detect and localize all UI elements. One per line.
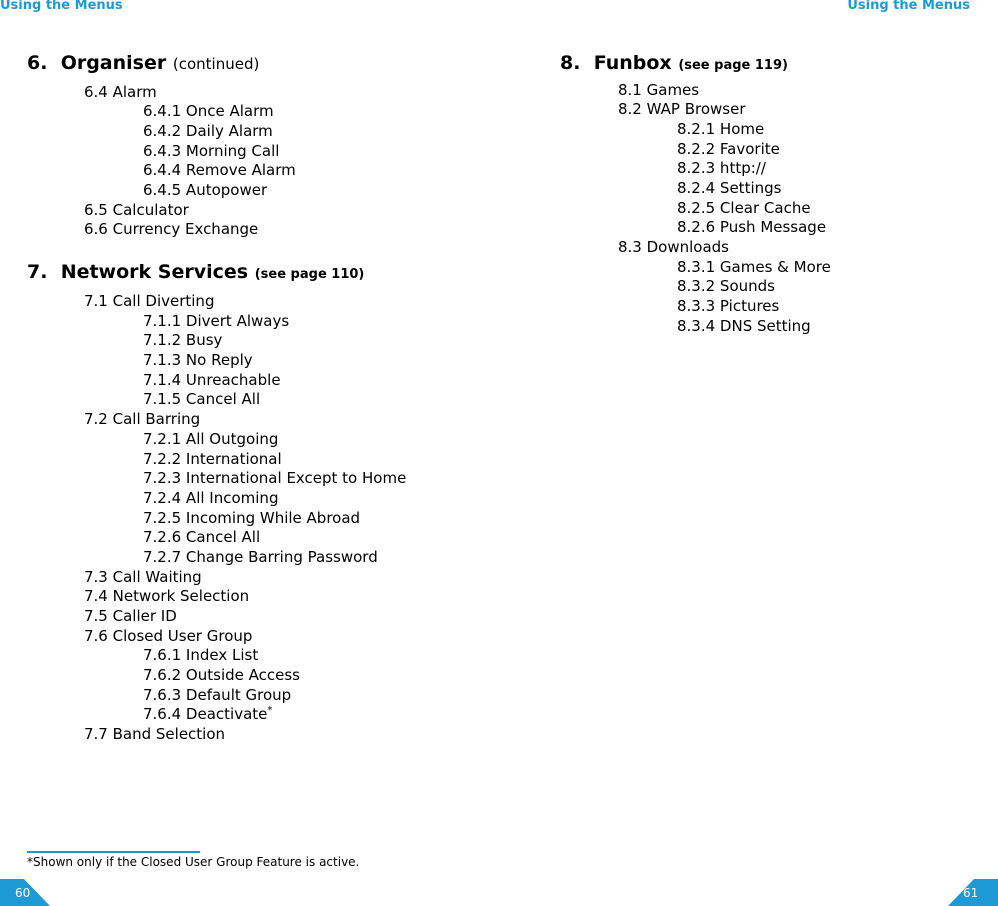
menu-item <box>84 220 296 240</box>
submenu-item <box>84 142 296 162</box>
menu-item-label: 8.2.3 http:// <box>677 159 766 178</box>
submenu-item <box>618 317 831 337</box>
menu-item-label: 7.2.7 Change Barring Password <box>143 547 378 566</box>
menu-item-label: 7.1.3 No Reply <box>143 351 253 370</box>
section-heading-organiser: 6. Organiser (continued) <box>27 52 260 74</box>
menu-item <box>84 292 406 312</box>
menu-item-label: 8.1 Games <box>618 80 700 99</box>
submenu-item <box>84 312 406 332</box>
menu-item-label: 7.6.4 Deactivate <box>143 705 268 724</box>
submenu-item <box>84 469 406 489</box>
submenu-item <box>84 122 296 142</box>
submenu-item <box>618 258 831 278</box>
menu-item-label: 8.3.3 Pictures <box>677 297 780 316</box>
menu-item-label: 7.6.1 Index List <box>143 646 259 665</box>
menu-item-label: 7.2.4 All Incoming <box>143 488 279 507</box>
submenu-item <box>618 140 831 160</box>
menu-item-label: 7.5 Caller ID <box>84 607 177 625</box>
submenu-item <box>84 450 406 470</box>
submenu-item <box>84 705 406 725</box>
submenu-item <box>84 686 406 706</box>
submenu-item <box>84 351 406 371</box>
section-heading-network-services: 7. Network Services (see page 110) <box>27 261 365 283</box>
menu-item-label: 6.4 Alarm <box>84 82 157 101</box>
menu-item-label: 8.2.1 Home <box>677 119 765 138</box>
footnote-rule <box>27 851 200 853</box>
menu-item-label: 7.1 Call Diverting <box>84 292 215 310</box>
menu-item-label: 6.4.5 Autopower <box>143 180 268 199</box>
menu-item-label: 8.3.2 Sounds <box>677 277 775 296</box>
menu-item <box>618 81 831 101</box>
submenu-item <box>84 509 406 529</box>
menu-item <box>84 410 406 430</box>
menu-item-label: 8.2.4 Settings <box>677 178 782 197</box>
menu-item-label: 7.4 Network Selection <box>84 587 250 606</box>
menu-list-funbox <box>618 81 831 337</box>
menu-item <box>618 100 831 120</box>
menu-item-label: 7.3 Call Waiting <box>84 567 202 586</box>
menu-item-label: 8.2.6 Push Message <box>677 218 827 237</box>
menu-item-label: 7.6 Closed User Group <box>84 626 253 645</box>
menu-item <box>84 627 406 647</box>
menu-item-label: 7.2.1 All Outgoing <box>143 429 279 448</box>
menu-item <box>84 607 406 627</box>
menu-item <box>84 201 296 221</box>
menu-item <box>618 238 831 258</box>
menu-item-label: 7.1.2 Busy <box>143 331 223 350</box>
menu-item <box>84 83 296 103</box>
menu-item-label: 7.1.5 Cancel All <box>143 390 261 409</box>
submenu-item <box>618 179 831 199</box>
submenu-item <box>618 199 831 219</box>
menu-item-label: 8.2.2 Favorite <box>677 139 780 158</box>
menu-item-label: 6.5 Calculator <box>84 200 189 219</box>
submenu-item <box>84 430 406 450</box>
menu-list-organiser <box>84 83 296 241</box>
page-number-right <box>948 879 998 906</box>
page-number-left <box>0 879 50 906</box>
footnote: *Shown only if the Closed User Group Feature is active. <box>27 855 360 869</box>
submenu-item <box>84 489 406 509</box>
running-head-right: Using the Menus <box>847 0 970 13</box>
submenu-item <box>618 297 831 317</box>
menu-item-label: 7.2.3 International Except to Home <box>143 469 407 488</box>
menu-item-label: 8.2.5 Clear Cache <box>677 198 811 217</box>
running-head-left: Using the Menus <box>0 0 123 13</box>
menu-item-label: 6.4.3 Morning Call <box>143 141 280 160</box>
page-number-61: 61 <box>963 886 979 900</box>
footnote-marker: * <box>267 705 273 717</box>
submenu-item <box>84 181 296 201</box>
submenu-item <box>84 646 406 666</box>
menu-item <box>84 725 406 745</box>
menu-item-label: 6.4.4 Remove Alarm <box>143 161 296 180</box>
menu-item-label: 7.6.3 Default Group <box>143 685 292 704</box>
submenu-item <box>84 666 406 686</box>
submenu-item <box>84 331 406 351</box>
menu-item-label: 7.2.2 International <box>143 449 282 468</box>
menu-list-network-services <box>84 292 406 745</box>
menu-item-label: 7.2.6 Cancel All <box>143 528 261 547</box>
menu-item-label: 7.1.1 Divert Always <box>143 311 290 330</box>
menu-item-label: 7.2 Call Barring <box>84 410 201 429</box>
menu-item-label: 7.7 Band Selection <box>84 725 226 744</box>
submenu-item <box>618 277 831 297</box>
submenu-item <box>618 120 831 140</box>
submenu-item <box>618 159 831 179</box>
submenu-item <box>84 161 296 181</box>
submenu-item <box>618 218 831 238</box>
menu-item-label: 8.3.4 DNS Setting <box>677 316 811 335</box>
submenu-item <box>84 548 406 568</box>
menu-item-label: 7.1.4 Unreachable <box>143 370 281 389</box>
submenu-item <box>84 528 406 548</box>
menu-item <box>84 587 406 607</box>
menu-item-label: 7.6.2 Outside Access <box>143 666 300 685</box>
menu-item-label: 8.3.1 Games & More <box>677 257 831 276</box>
menu-item-label: 6.4.2 Daily Alarm <box>143 121 273 140</box>
menu-item <box>84 568 406 588</box>
menu-item-label: 6.4.1 Once Alarm <box>143 102 274 121</box>
submenu-item <box>84 390 406 410</box>
menu-item-label: 8.2 WAP Browser <box>618 100 746 119</box>
submenu-item <box>84 371 406 391</box>
menu-item-label: 6.6 Currency Exchange <box>84 220 259 239</box>
submenu-item <box>84 102 296 122</box>
page-number-60: 60 <box>15 886 31 900</box>
section-heading-funbox: 8. Funbox (see page 119) <box>560 52 788 74</box>
menu-item-label: 8.3 Downloads <box>618 238 729 256</box>
menu-item-label: 7.2.5 Incoming While Abroad <box>143 508 361 527</box>
